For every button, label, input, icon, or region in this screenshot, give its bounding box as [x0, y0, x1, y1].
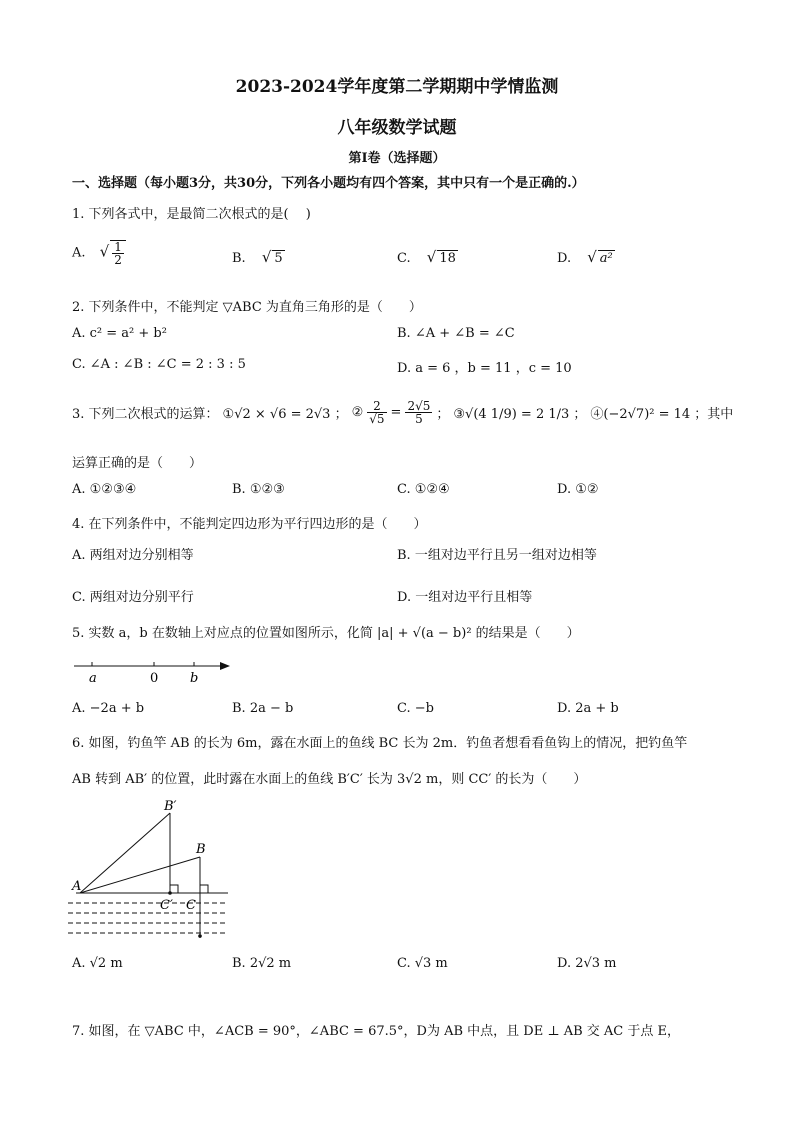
q1-option-b: B. √ 5	[232, 248, 283, 266]
q1-b-value: 5	[274, 251, 283, 266]
q3-item-2-rnum: 2√5	[407, 399, 431, 413]
q3-item-1: ①√2 × √6 = 2√3 ；	[222, 407, 348, 422]
q6-option-a: A. √2 m	[72, 956, 123, 971]
axis-label-0: 0	[150, 671, 159, 686]
axis-label-a: a	[89, 671, 97, 686]
q7-stem: 7. 如图，在 ▽ABC 中，∠ACB = 90°，∠ABC = 67.5°，D为 AB 中点，且 DE ⊥ AB 交 AC 于点 E，	[72, 1024, 680, 1039]
q1-d-value: a²	[599, 251, 613, 266]
q2-stem: 2. 下列条件中，不能判定 ▽ABC 为直角三角形的是（ ）	[72, 300, 422, 315]
q4-option-d: D. 一组对边平行且相等	[397, 590, 533, 605]
q6-stem-line2: AB 转到 AB′ 的位置，此时露在水面上的鱼线 B′C′ 长为 3√2 m，则 CC′ 的长为（ ）	[72, 772, 587, 787]
q4-stem: 4. 在下列条件中，不能判定四边形为平行四边形的是（ ）	[72, 517, 427, 532]
q1-a-label: A.	[72, 245, 86, 261]
q5-option-a: A. −2a + b	[72, 701, 145, 716]
q5-option-c: C. −b	[397, 701, 434, 716]
fishing-rod-figure	[68, 795, 233, 945]
q1-d-label: D.	[557, 251, 572, 266]
q1-stem: 1. 下列各式中，是最简二次根式的是( )	[72, 207, 311, 222]
hook-point	[198, 934, 202, 938]
q3-option-a: A. ①②③④	[72, 482, 137, 497]
q3-stem-cont: 运算正确的是（ ）	[72, 456, 203, 471]
label-b: B	[196, 842, 206, 857]
q5-option-b: B. 2a − b	[232, 701, 294, 716]
q2-option-d: D. a = 6 ，b = 11 ，c = 10	[397, 361, 572, 376]
label-a: A	[72, 879, 82, 894]
q1-option-d: D. √ a²	[557, 248, 613, 266]
q3-stem: 3. 下列二次根式的运算：	[72, 407, 219, 422]
q1-option-c: C. √ 18	[397, 248, 456, 266]
q1-c-label: C.	[397, 251, 411, 266]
q1-a-numerator: 1	[114, 240, 122, 254]
label-c: C	[186, 898, 196, 913]
q1-b-label: B.	[232, 251, 246, 266]
exam-subtitle: 八年级数学试题	[337, 118, 457, 138]
label-c-prime: C′	[160, 898, 173, 913]
q3-option-c: C. ①②④	[397, 482, 450, 497]
number-line-figure	[70, 656, 240, 686]
q4-option-a: A. 两组对边分别相等	[72, 548, 194, 563]
axis-label-b: b	[190, 671, 199, 686]
exam-title: 2023-2024学年度第二学期期中学情监测	[235, 77, 559, 97]
q1-c-value: 18	[439, 251, 456, 266]
q5-stem: 5. 实数 a，b 在数轴上对应点的位置如图所示，化简 |a| + √(a − b)² 的结果是（ ）	[72, 626, 580, 641]
number-line-arrow	[220, 662, 230, 670]
section-heading: 一、选择题（每小题3分，共30分，下列各小题均有四个答案，其中只有一个是正确的.）	[72, 176, 585, 191]
q3-item-2-end: ；	[436, 407, 450, 422]
q3-item-2-prefix: ②	[351, 405, 364, 420]
q3-item-2-num: 2	[367, 400, 386, 413]
q2-option-a: A. c² = a² + b²	[72, 326, 167, 341]
q3-item-2-eq: =	[390, 405, 402, 420]
q3-option-b: B. ①②③	[232, 482, 285, 497]
q6-option-b: B. 2√2 m	[232, 956, 292, 971]
q6-stem-line1: 6. 如图，钓鱼竿 AB 的长为 6m，露在水面上的鱼线 BC 长为 2m．钓鱼者想看看鱼钩上的情况，把钓鱼竿	[72, 736, 688, 751]
q4-option-c: C. 两组对边分别平行	[72, 590, 194, 605]
q3-item-2-den: √5	[369, 412, 385, 426]
right-angle-mark	[200, 885, 208, 893]
label-b-prime: B′	[164, 799, 177, 814]
q3-item-2-rden: 5	[415, 412, 423, 426]
q1-a-denominator: 2	[114, 253, 122, 267]
q1-option-a: A. √ $\frac{1}{2}$	[72, 240, 126, 266]
q6-option-c: C. √3 m	[397, 956, 448, 971]
q3-stem-line	[72, 400, 733, 425]
rod-ab	[80, 857, 200, 893]
q6-option-d: D. 2√3 m	[557, 956, 617, 971]
rod-ab-prime	[80, 813, 170, 893]
q3-option-d: D. ①②	[557, 482, 599, 497]
q3-item-3: ③√(4 1/9) = 2 1/3 ；	[453, 407, 587, 422]
hook-point	[168, 891, 172, 895]
q3-item-4: ④(−2√7)² = 14 ；其中	[590, 407, 734, 422]
q4-option-b: B. 一组对边平行且另一组对边相等	[397, 548, 597, 563]
q2-option-c: C. ∠A : ∠B : ∠C = 2 : 3 : 5	[72, 357, 246, 372]
volume-label: 第Ⅰ卷（选择题）	[348, 151, 446, 166]
q5-option-d: D. 2a + b	[557, 701, 619, 716]
q2-option-b: B. ∠A + ∠B = ∠C	[397, 326, 515, 341]
